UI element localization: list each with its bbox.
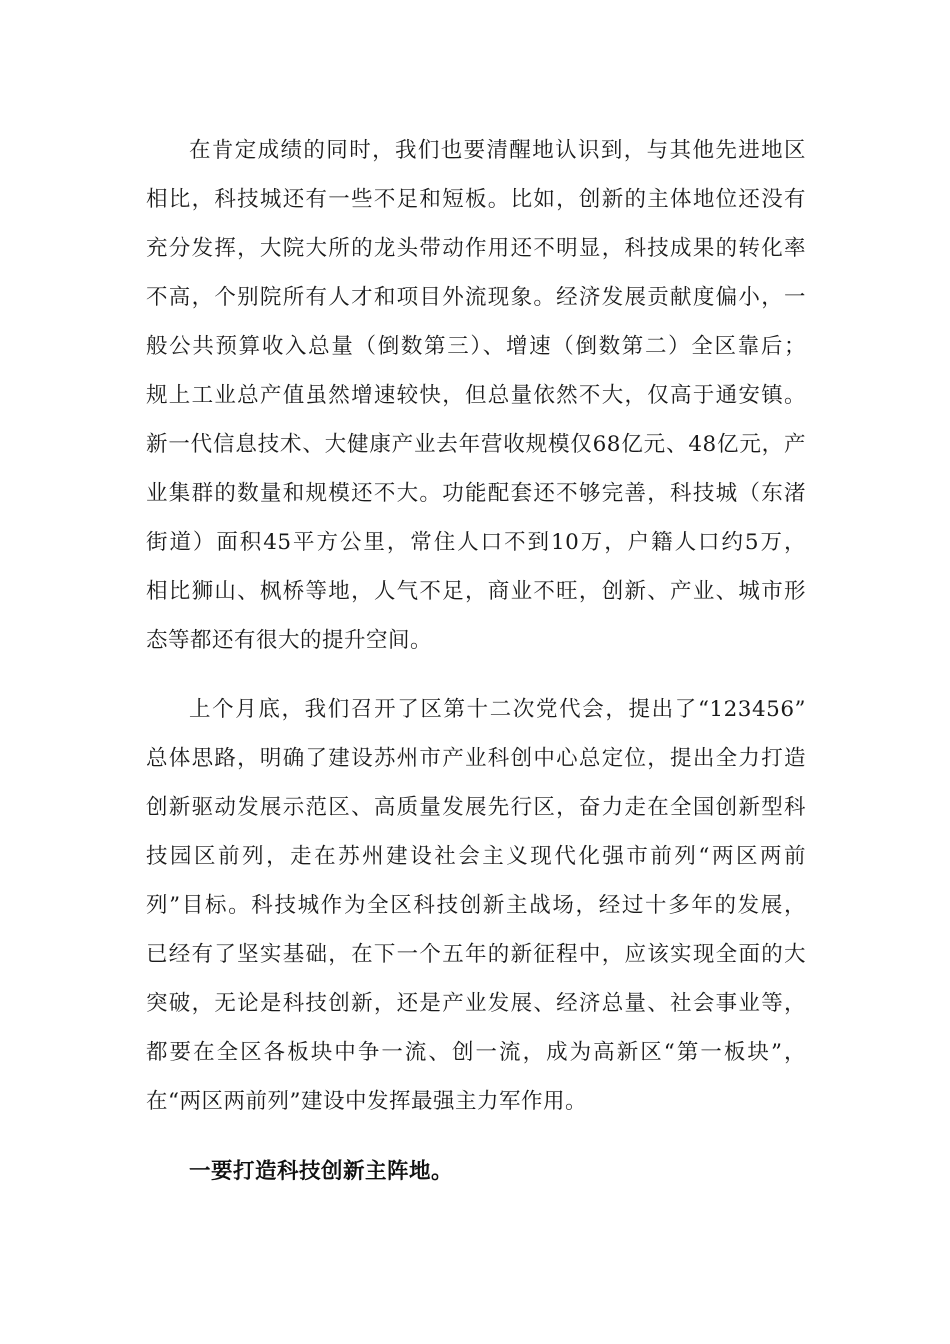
paragraph-line: 相比，科技城还有一些不足和短板。比如，创新的主体地位还没有: [146, 187, 806, 212]
paragraph-line: 在“两区两前列”建设中发挥最强主力军作用。: [146, 1089, 587, 1114]
paragraph-line: 已经有了坚实基础，在下一个五年的新征程中，应该实现全面的大: [146, 942, 806, 967]
paragraph-line: 态等都还有很大的提升空间。: [146, 628, 433, 653]
paragraph-line: 上个月底，我们召开了区第十二次党代会，提出了“123456”: [189, 697, 806, 722]
paragraph-line: 技园区前列，走在苏州建设社会主义现代化强市前列“两区两前: [146, 844, 806, 869]
paragraph-line: 创新驱动发展示范区、高质量发展先行区，奋力走在全国创新型科: [146, 795, 806, 820]
paragraph-line: 都要在全区各板块中争一流、创一流，成为高新区“第一板块”，: [146, 1040, 806, 1065]
paragraph-line: 街道）面积45平方公里，常住人口不到10万，户籍人口约5万，: [146, 530, 806, 555]
paragraph-line: 不高，个别院所有人才和项目外流现象。经济发展贡献度偏小，一: [146, 285, 806, 310]
paragraph-line: 充分发挥，大院大所的龙头带动作用还不明显，科技成果的转化率: [146, 236, 806, 261]
section-heading: 一要打造科技创新主阵地。: [189, 1159, 454, 1184]
paragraph-line: 规上工业总产值虽然增速较快，但总量依然不大，仅高于通安镇。: [146, 383, 806, 408]
paragraph-line: 业集群的数量和规模还不大。功能配套还不够完善，科技城（东渚: [146, 481, 806, 506]
paragraph-line: 相比狮山、枫桥等地，人气不足，商业不旺，创新、产业、城市形: [146, 579, 806, 604]
paragraph-line: 在肯定成绩的同时，我们也要清醒地认识到，与其他先进地区: [189, 138, 806, 163]
paragraph-line: 列”目标。科技城作为全区科技创新主战场，经过十多年的发展，: [146, 893, 806, 918]
paragraph-line: 般公共预算收入总量（倒数第三）、增速（倒数第二）全区靠后；: [146, 334, 806, 359]
paragraph-line: 新一代信息技术、大健康产业去年营收规模仅68亿元、48亿元，产: [146, 432, 806, 457]
paragraph-line: 突破，无论是科技创新，还是产业发展、经济总量、社会事业等，: [146, 991, 806, 1016]
paragraph-line: 总体思路，明确了建设苏州市产业科创中心总定位，提出全力打造: [146, 746, 806, 771]
